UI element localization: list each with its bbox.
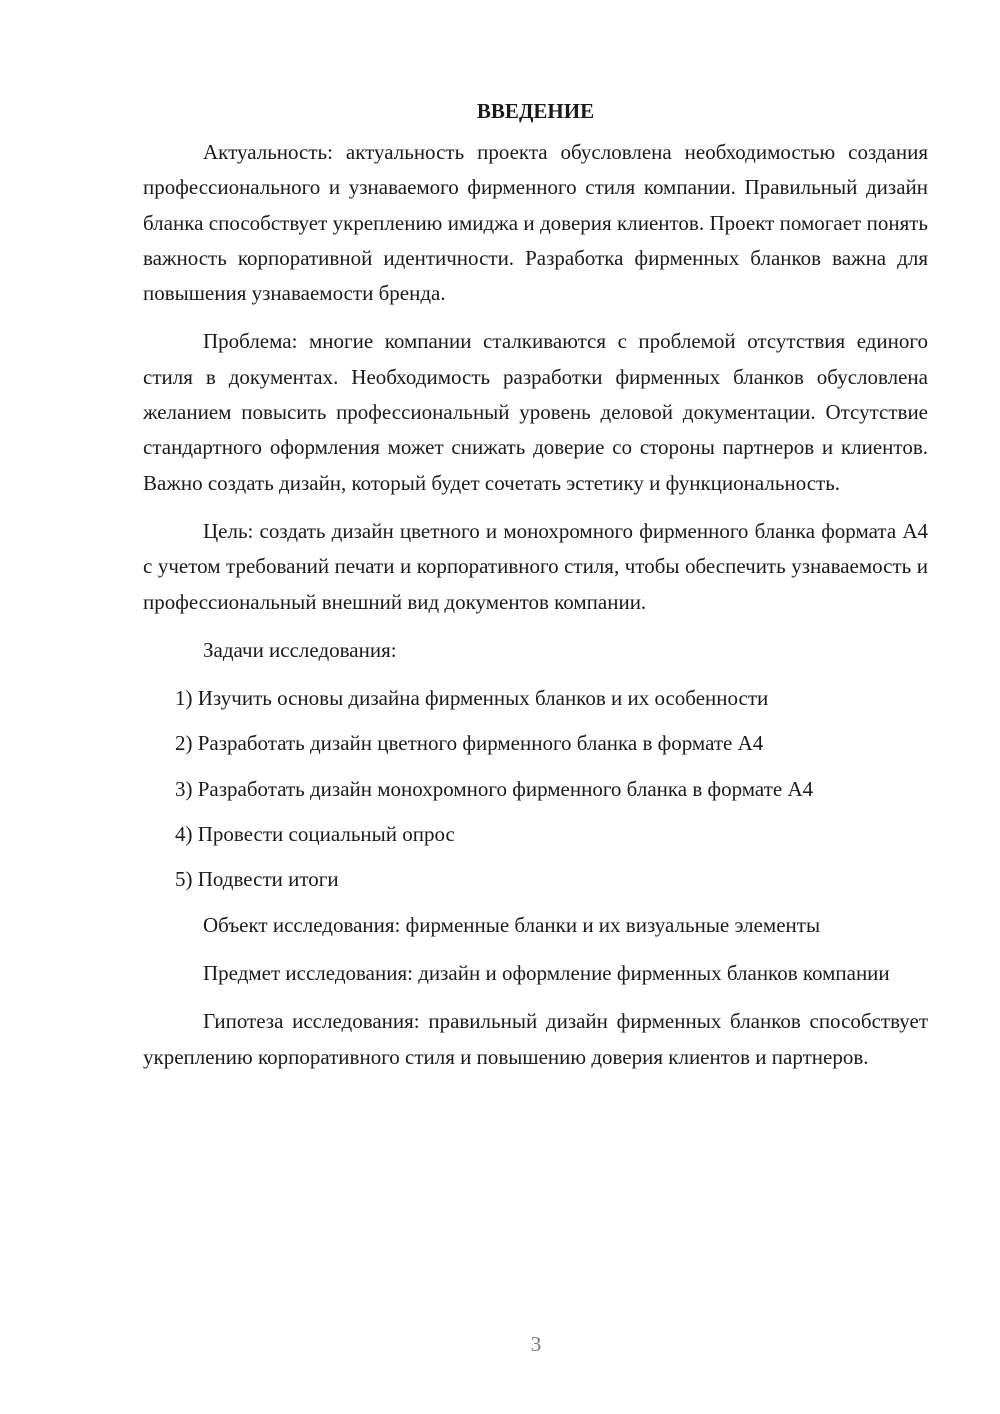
problem-paragraph: Проблема: многие компании сталкиваются с проблемой отсутствия единого стиля в документах. Необходимость разработки фирменных бланков обусловлена желанием повысить профессиональный уровень деловой документации. Отсутствие стандартного оформления может снижать доверие со стороны партнеров и клиентов. Важно создать дизайн, который будет сочетать эстетику и функциональность. [143, 329, 928, 495]
relevance-paragraph: Актуальность: актуальность проекта обусловлена необходимостью создания профессионального и узнаваемого фирменного стиля компании. Правильный дизайн бланка способствует укреплению имиджа и доверия клиентов. Проект помогает понять важность корпоративной идентичности. Разработка фирменных бланков важна для повышения узнаваемости бренда. [143, 140, 928, 306]
page-title: ВВЕДЕНИЕ [476, 99, 595, 123]
goal-paragraph: Цель: создать дизайн цветного и монохромного фирменного бланка формата А4 с учетом требований печати и корпоративного стиля, чтобы обеспечить узнаваемость и профессиональный внешний вид документов компании. [143, 518, 928, 614]
hypothesis-paragraph: Гипотеза исследования: правильный дизайн фирменных бланков способствует укреплению корпоративного стиля и повышению доверия клиентов и партнеров. [143, 1009, 928, 1069]
task-item: 3) Разработать дизайн монохромного фирменного бланка в формате А4 [175, 776, 814, 801]
page-number: 3 [530, 1332, 542, 1356]
subject-paragraph: Предмет исследования: дизайн и оформление фирменных бланков компании [203, 960, 890, 985]
object-paragraph: Объект исследования: фирменные бланки и их визуальные элементы [203, 912, 821, 937]
task-item: 5) Подвести итоги [175, 867, 339, 892]
task-item: 2) Разработать дизайн цветного фирменного бланка в формате А4 [175, 731, 764, 756]
task-item: 4) Провести социальный опрос [175, 822, 455, 847]
task-item: 1) Изучить основы дизайна фирменных бланков и их особенности [175, 686, 769, 711]
tasks-heading: Задачи исследования: [203, 637, 397, 662]
document-page [143, 96, 928, 1088]
